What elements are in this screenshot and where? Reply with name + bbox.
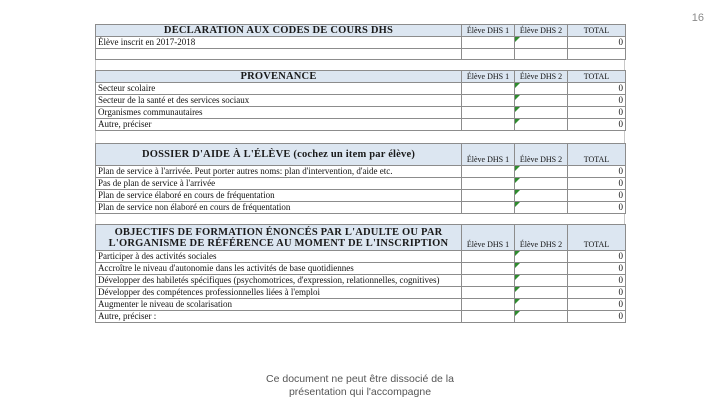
table-row [96, 202, 626, 214]
provenance-header-row [96, 71, 626, 83]
section-spacer [95, 214, 625, 224]
row-label: Autre, préciser [96, 119, 462, 131]
table-row [96, 83, 626, 95]
cell-total: 0 [568, 275, 626, 287]
objectifs-title-line2: L'ORGANISME DE RÉFÉRENCE AU MOMENT DE L'INSCRIPTION [108, 237, 449, 249]
footer-note [0, 373, 720, 399]
row-label: Augmenter le niveau de scolarisation [96, 299, 462, 311]
cell-total: 0 [568, 95, 626, 107]
empty-cell [96, 49, 462, 60]
cell-total: 0 [568, 287, 626, 299]
col-head-dhs1: Élève DHS 1 [462, 25, 515, 37]
dossier-header-row [96, 144, 626, 166]
cell-dhs1[interactable] [462, 166, 515, 178]
declaration-title: DÉCLARATION AUX CODES DE COURS DHS [96, 25, 462, 37]
row-label: Développer des compétences professionnelles liées à l'emploi [96, 287, 462, 299]
objectifs-header-row [96, 225, 626, 251]
row-label: Accroître le niveau d'autonomie dans les activités de base quotidiennes [96, 263, 462, 275]
cell-total: 0 [568, 311, 626, 323]
col-head-dhs2: Élève DHS 2 [515, 144, 568, 166]
cell-total: 0 [568, 166, 626, 178]
cell-dhs1[interactable] [462, 251, 515, 263]
section-spacer [95, 131, 625, 143]
table-row [96, 37, 626, 49]
cell-dhs2[interactable] [515, 190, 568, 202]
cell-dhs1[interactable] [462, 287, 515, 299]
cell-dhs2[interactable] [515, 251, 568, 263]
cell-dhs1[interactable] [462, 37, 515, 49]
empty-cell [568, 49, 626, 60]
table-row [96, 107, 626, 119]
col-head-total: TOTAL [568, 144, 626, 166]
footer-line1: Ce document ne peut être dissocié de la [266, 373, 454, 385]
row-label: Autre, préciser : [96, 311, 462, 323]
table-row [96, 311, 626, 323]
cell-dhs1[interactable] [462, 83, 515, 95]
cell-total: 0 [568, 107, 626, 119]
row-label: Participer à des activités sociales [96, 251, 462, 263]
cell-total: 0 [568, 299, 626, 311]
col-head-dhs1: Élève DHS 1 [462, 144, 515, 166]
empty-cell [515, 49, 568, 60]
cell-dhs2[interactable] [515, 202, 568, 214]
provenance-table [95, 70, 626, 131]
row-label: Élève inscrit en 2017-2018 [96, 37, 462, 49]
cell-dhs2[interactable] [515, 107, 568, 119]
col-head-total: TOTAL [568, 71, 626, 83]
cell-dhs1[interactable] [462, 95, 515, 107]
cell-total: 0 [568, 83, 626, 95]
dossier-table [95, 143, 626, 214]
cell-total: 0 [568, 202, 626, 214]
footer-line2: présentation qui l'accompagne [288, 386, 432, 398]
cell-dhs2[interactable] [515, 275, 568, 287]
col-head-dhs2: Élève DHS 2 [515, 225, 568, 251]
cell-dhs2[interactable] [515, 83, 568, 95]
page-number: 16 [691, 12, 704, 24]
table-row [96, 190, 626, 202]
cell-total: 0 [568, 178, 626, 190]
objectifs-title-line1: OBJECTIFS DE FORMATION ÉNONCÉS PAR L'ADULTE OU PAR [114, 226, 443, 238]
row-label: Plan de service élaboré en cours de fréquentation [96, 190, 462, 202]
col-head-dhs1: Élève DHS 1 [462, 225, 515, 251]
table-row [96, 166, 626, 178]
table-row [96, 263, 626, 275]
row-label: Secteur scolaire [96, 83, 462, 95]
cell-dhs1[interactable] [462, 190, 515, 202]
empty-cell [462, 49, 515, 60]
cell-dhs2[interactable] [515, 311, 568, 323]
table-row [96, 299, 626, 311]
table-row-empty [96, 49, 626, 60]
cell-total: 0 [568, 119, 626, 131]
declaration-table [95, 24, 626, 60]
objectifs-table [95, 224, 626, 323]
cell-total: 0 [568, 37, 626, 49]
table-row [96, 275, 626, 287]
cell-total: 0 [568, 190, 626, 202]
cell-dhs2[interactable] [515, 178, 568, 190]
provenance-title: PROVENANCE [96, 71, 462, 83]
table-row [96, 95, 626, 107]
objectifs-title [96, 225, 462, 251]
row-label: Développer des habiletés spécifiques (psychomotrices, d'expression, relationnelles, cognitives) [96, 275, 462, 287]
col-head-dhs2: Élève DHS 2 [515, 71, 568, 83]
row-label: Plan de service à l'arrivée. Peut porter autres noms: plan d'intervention, d'aide etc. [96, 166, 462, 178]
section-spacer [95, 60, 625, 70]
cell-total: 0 [568, 251, 626, 263]
spreadsheet [95, 24, 625, 323]
row-label: Organismes communautaires [96, 107, 462, 119]
table-row [96, 287, 626, 299]
table-row [96, 251, 626, 263]
table-row [96, 119, 626, 131]
cell-total: 0 [568, 263, 626, 275]
cell-dhs1[interactable] [462, 119, 515, 131]
table-row [96, 178, 626, 190]
row-label: Secteur de la santé et des services sociaux [96, 95, 462, 107]
cell-dhs2[interactable] [515, 37, 568, 49]
dossier-title: DOSSIER D'AIDE À L'ÉLÈVE (cochez un item par élève) [96, 144, 462, 166]
cell-dhs1[interactable] [462, 299, 515, 311]
cell-dhs2[interactable] [515, 119, 568, 131]
col-head-total: TOTAL [568, 25, 626, 37]
col-head-dhs1: Élève DHS 1 [462, 71, 515, 83]
row-label: Plan de service non élaboré en cours de fréquentation [96, 202, 462, 214]
cell-dhs1[interactable] [462, 202, 515, 214]
cell-dhs2[interactable] [515, 299, 568, 311]
row-label: Pas de plan de service à l'arrivée [96, 178, 462, 190]
cell-dhs1[interactable] [462, 263, 515, 275]
cell-dhs1[interactable] [462, 178, 515, 190]
declaration-header-row [96, 25, 626, 37]
col-head-dhs2: Élève DHS 2 [515, 25, 568, 37]
cell-dhs1[interactable] [462, 311, 515, 323]
col-head-total: TOTAL [568, 225, 626, 251]
cell-dhs2[interactable] [515, 95, 568, 107]
cell-dhs1[interactable] [462, 275, 515, 287]
cell-dhs2[interactable] [515, 263, 568, 275]
cell-dhs2[interactable] [515, 166, 568, 178]
cell-dhs2[interactable] [515, 287, 568, 299]
cell-dhs1[interactable] [462, 107, 515, 119]
